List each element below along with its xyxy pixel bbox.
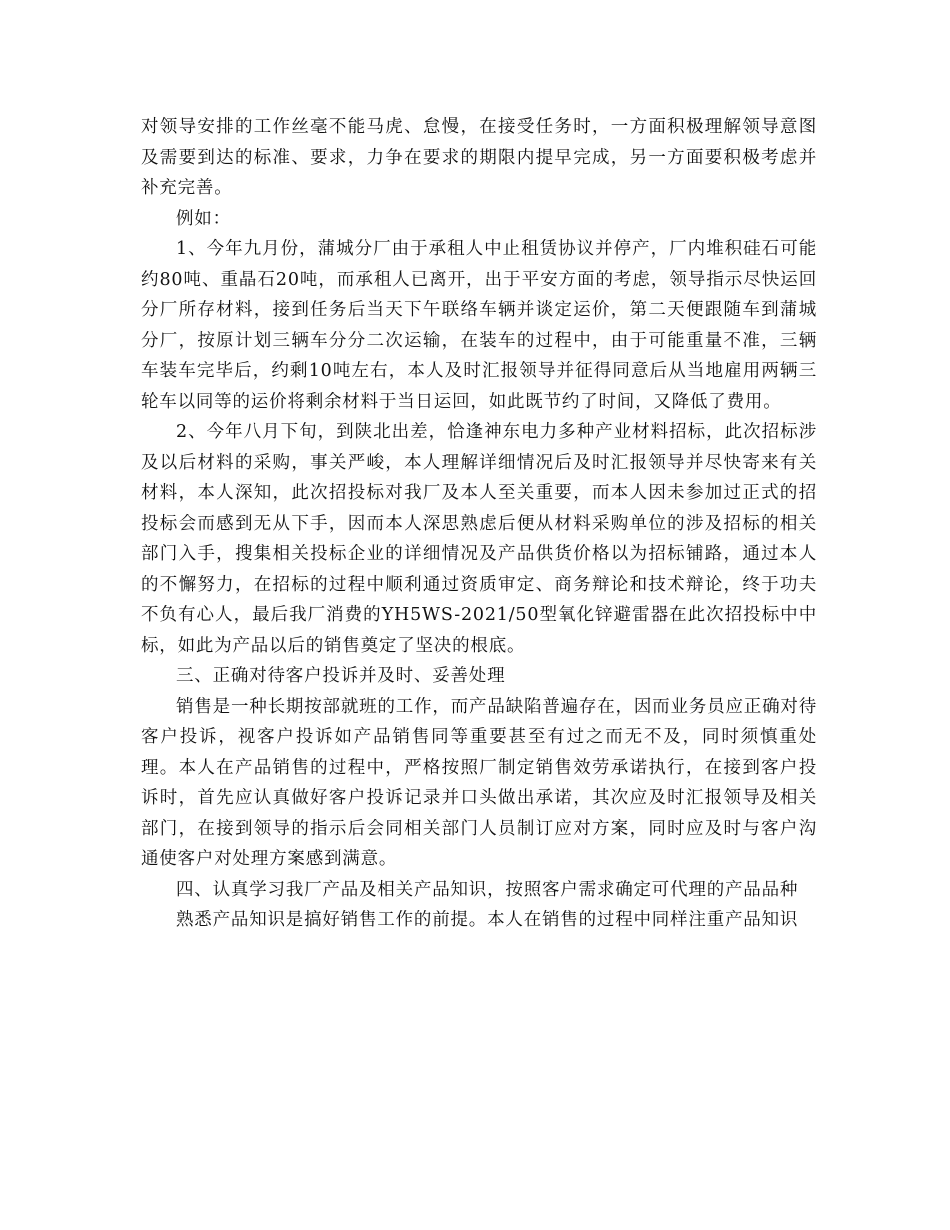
section-heading-3: 三、正确对待客户投诉并及时、妥善处理 bbox=[176, 666, 506, 686]
paragraph-customer-complaints: 销售是一种长期按部就班的工作，而产品缺陷普遍存在，因而业务员应正确对待客户投诉，视客户投诉如产品销售同等重要甚至有过之而无不及，同时须慎重处理。本人在产品销售的过程中，严格按照厂制定销售效劳承诺执行，在接到客户投诉时，首先应认真做好客户投诉记录并口头做出承诺，其次应及时汇报领导及相关部门，在接到领导的指示后会同相关部门人员制订应对方案，同时应及时与客户沟通使客户对处理方案感到满意。 bbox=[141, 696, 817, 869]
paragraph-work-attitude: 对领导安排的工作丝毫不能马虎、怠慢，在接受任务时，一方面积极理解领导意图及需要到达的标准、要求，力争在要求的期限内提早完成，另一方面要积极考虑并补充完善。 bbox=[141, 117, 817, 198]
paragraph-example-1: 1、今年九月份，蒲城分厂由于承租人中止租赁协议并停产，厂内堆积硅石可能约80吨、重晶石20吨，而承租人已离开，出于平安方面的考虑，领导指示尽快运回分厂所存材料，接到任务后当天下午联络车辆并谈定运价，第二天便跟随车到蒲城分厂，按原计划三辆车分分二次运输，在装车的过程中，由于可能重量不准，三辆车装车完毕后，约剩10吨左右，本人及时汇报领导并征得同意后从当地雇用两辆三轮车以同等的运价将剩余材料于当日运回，如此既节约了时间，又降低了费用。 bbox=[141, 239, 817, 412]
paragraph-example-2: 2、今年八月下旬，到陕北出差，恰逢神东电力多种产业材料招标，此次招标涉及以后材料的采购，事关严峻，本人理解详细情况后及时汇报领导并尽快寄来有关材料，本人深知，此次招投标对我厂及本人至关重要，而本人因未参加过正式的招投标会而感到无从下手，因而本人深思熟虑后便从材料采购单位的涉及招标的相关部门入手，搜集相关投标企业的详细情况及产品供货价格以为招标铺路，通过本人的不懈努力，在招标的过程中顺利通过资质审定、商务辩论和技术辩论，终于功夫不负有心人，最后我厂消费的YH5WS-2021/50型氧化锌避雷器在此次招投标中中标，如此为产品以后的销售奠定了坚决的根底。 bbox=[141, 422, 817, 656]
paragraph-example-heading: 例如： bbox=[176, 208, 231, 229]
paragraph-product-knowledge: 熟悉产品知识是搞好销售工作的前提。本人在销售的过程中同样注重产品知识 bbox=[176, 910, 799, 930]
section-heading-4: 四、认真学习我厂产品及相关产品知识，按照客户需求确定可代理的产品品种 bbox=[176, 879, 799, 900]
document-page bbox=[141, 112, 817, 936]
